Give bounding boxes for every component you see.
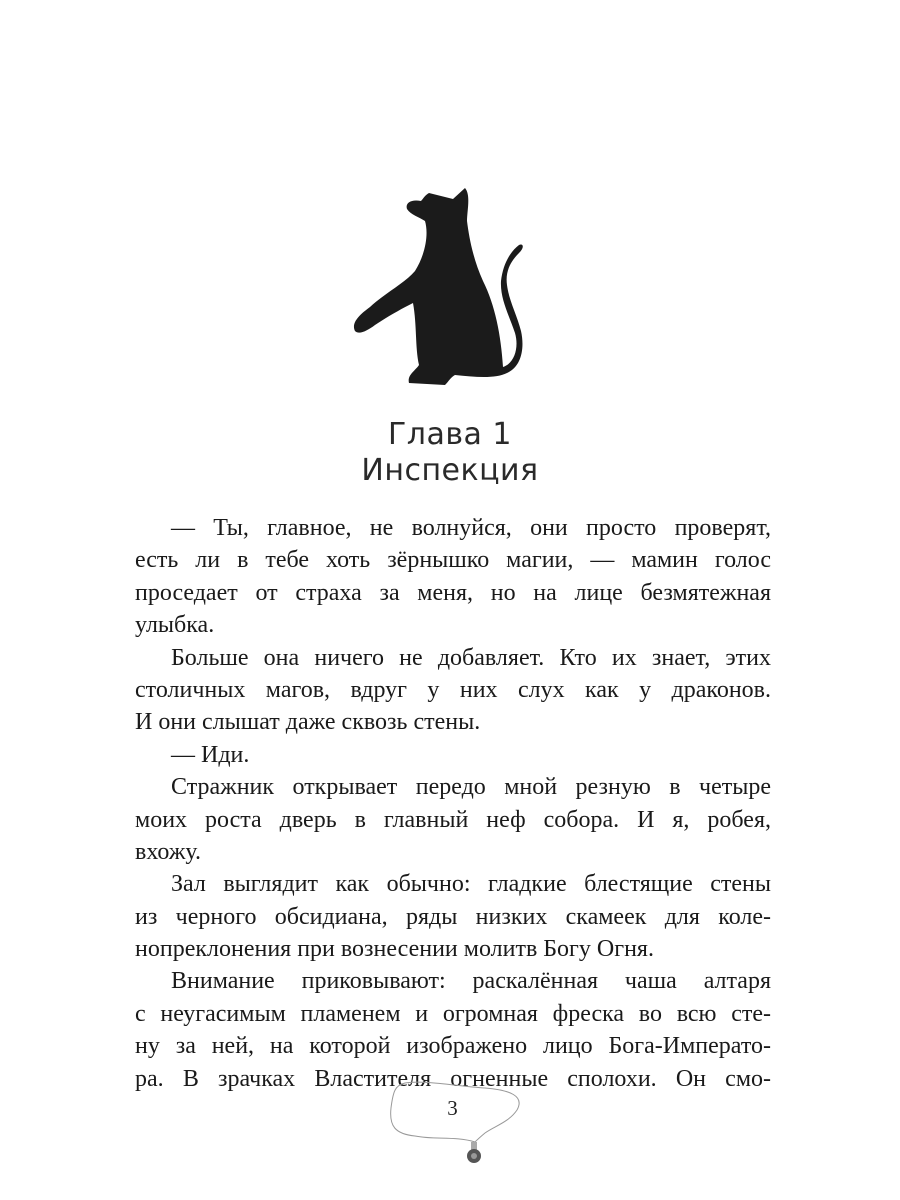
text-line: из черного обсидиана, ряды низких скамеек для коле- bbox=[135, 903, 771, 930]
text-line: ну за ней, на которой изображено лицо Бога-Императо- bbox=[135, 1033, 771, 1060]
text-line: с неугасимым пламенем и огромная фреска во всю сте- bbox=[135, 1000, 771, 1027]
page-number-ornament bbox=[385, 1078, 535, 1168]
text-line: Внимание приковывают: раскалённая чаша алтаря bbox=[171, 968, 771, 995]
chapter-number: Глава 1 bbox=[387, 417, 513, 452]
text-line: — Иди. bbox=[171, 741, 250, 768]
text-line: моих роста дверь в главный неф собора. И я, робея, bbox=[135, 806, 771, 833]
text-line: Стражник открывает передо мной резную в четыре bbox=[171, 774, 771, 801]
text-line: вхожу. bbox=[135, 838, 201, 865]
text-line: есть ли в тебе хоть зёрнышко магии, — мамин голос bbox=[135, 547, 771, 574]
text-line: проседает от страха за меня, но на лице безмятежная bbox=[135, 579, 771, 606]
cat-silhouette-illustration bbox=[345, 185, 560, 395]
text-line: ра. В зрачках Властителя огненные сполохи. Он смо- bbox=[135, 1065, 771, 1092]
chapter-title: Инспекция bbox=[361, 453, 539, 488]
text-line: Больше она ничего не добавляет. Кто их знает, этих bbox=[171, 644, 771, 671]
text-line: — Ты, главное, не волнуйся, они просто проверят, bbox=[171, 515, 771, 541]
text-line: улыбка. bbox=[135, 612, 215, 639]
body-text bbox=[135, 512, 771, 1095]
text-line: столичных магов, вдруг у них слух как у драконов. bbox=[135, 676, 771, 703]
text-line: Зал выглядит как обычно: гладкие блестящие стены bbox=[171, 871, 771, 898]
page-number: 3 bbox=[447, 1096, 458, 1120]
text-line: И они слышат даже сквозь стены. bbox=[135, 709, 481, 736]
text-line: нопреклонения при вознесении молитв Богу Огня. bbox=[135, 936, 654, 963]
